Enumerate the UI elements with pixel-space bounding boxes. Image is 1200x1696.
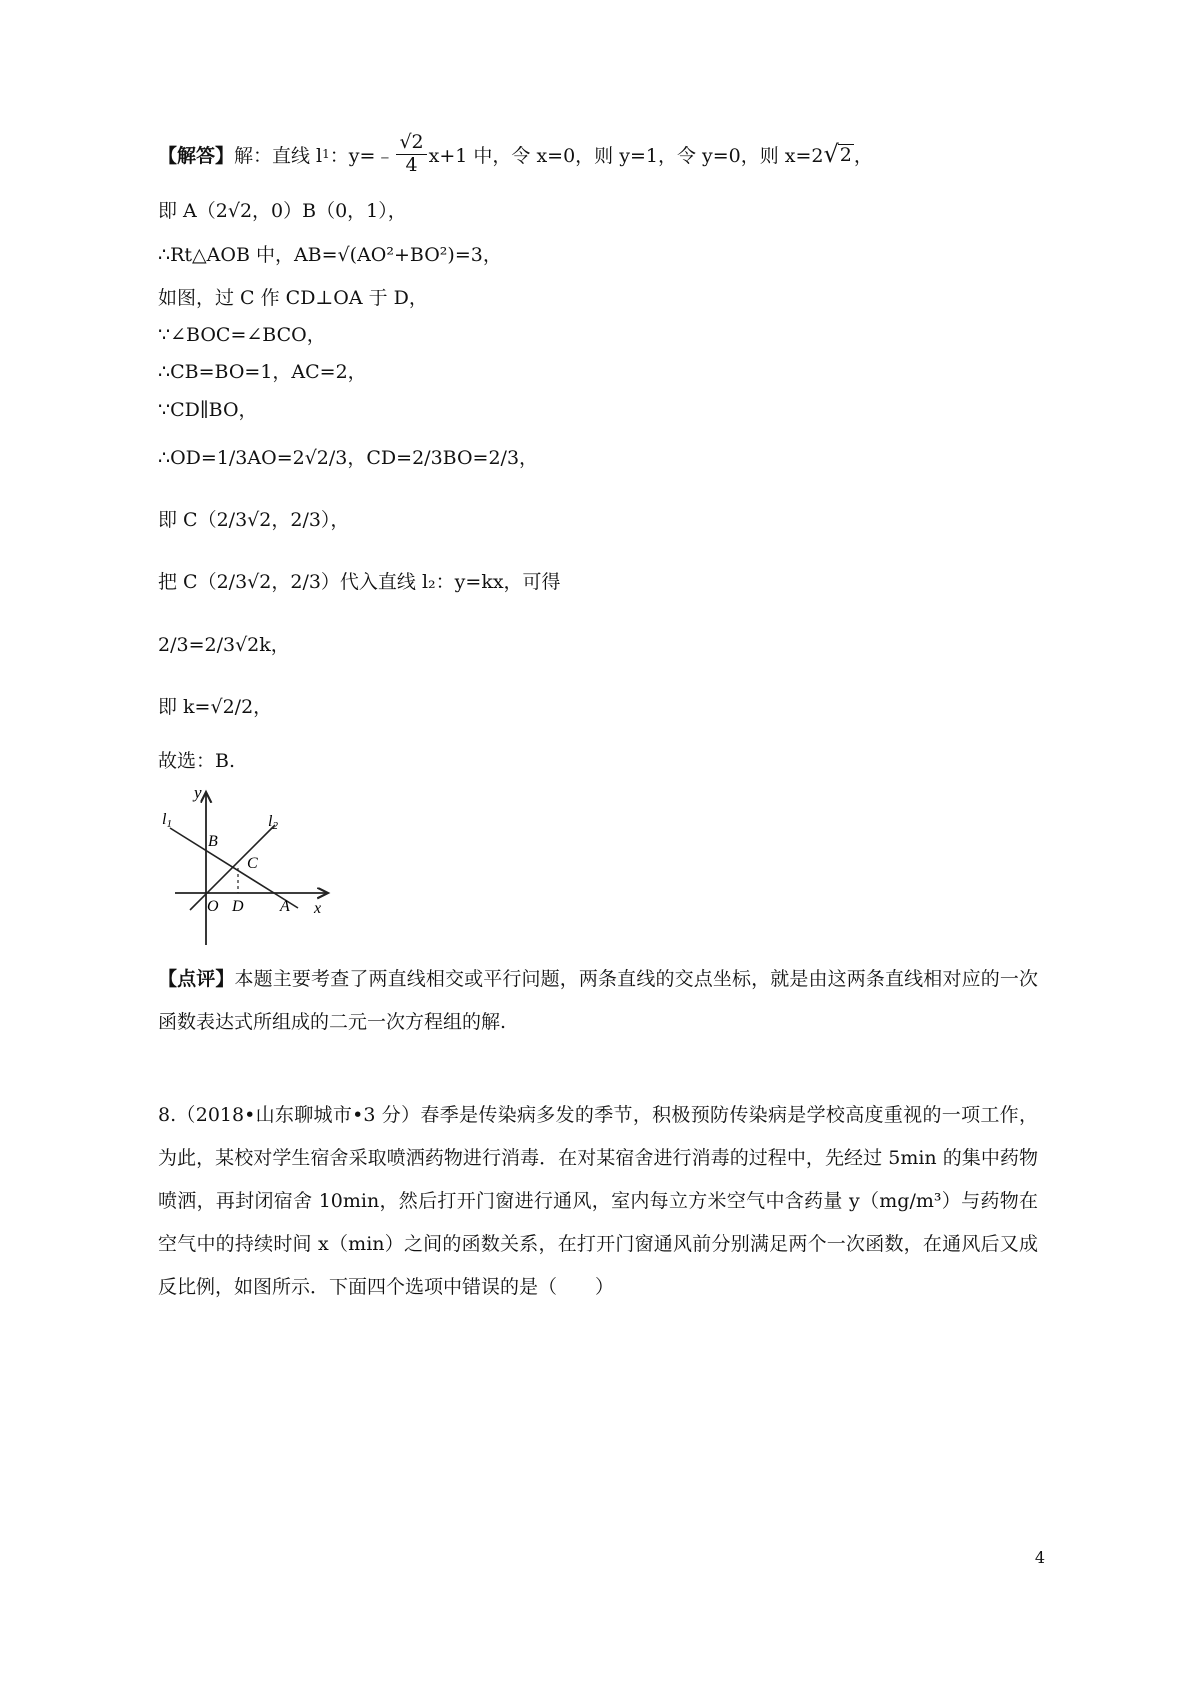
label-C: C [247, 855, 258, 872]
subscript-1: 1 [322, 147, 330, 162]
equation-part-a: ：y=﹣ [329, 144, 395, 167]
answer-line-8: ∴OD=1/3AO=2√2/3，CD=2/3BO=2/3， [158, 447, 539, 469]
equation-part-b: x+1 中，令 x=0，则 y=1，令 y=0，则 x=2 [428, 144, 824, 167]
comment-tag: 【点评】 [158, 968, 235, 990]
label-A: A [280, 898, 290, 915]
comment-paragraph [158, 958, 1038, 1044]
answer-line-13: 故选：B. [158, 750, 236, 772]
label-B: B [208, 833, 218, 850]
equation-end: ， [853, 144, 873, 167]
answer-line-4: 如图，过 C 作 CD⊥OA 于 D， [158, 287, 428, 309]
coordinate-figure [150, 780, 350, 950]
answer-line-11: 2/3=2/3√2k， [158, 634, 290, 656]
label-y: y [194, 783, 202, 802]
label-O: O [207, 898, 219, 915]
fraction-sqrt2-over-4 [396, 132, 426, 177]
answer-line-9: 即 C（2/3√2，2/3）， [158, 509, 350, 531]
answer-line-3: ∴Rt△AOB 中，AB=√(AO²+BO²)=3， [158, 244, 502, 266]
answer-intro: 解：直线 l [234, 144, 323, 167]
fraction-numerator: √2 [396, 132, 426, 155]
answer-line-2: 即 A（2√2，0）B（0，1）， [158, 200, 407, 222]
label-l2: l2 [268, 813, 278, 832]
answer-line-6: ∴CB=BO=1，AC=2， [158, 361, 367, 383]
answer-line-12: 即 k=√2/2， [158, 696, 273, 718]
answer-line-10: 把 C（2/3√2，2/3）代入直线 l₂：y=kx，可得 [158, 571, 561, 593]
question-8-paragraph: 8.（2018•山东聊城市•3 分）春季是传染病多发的季节，积极预防传染病是学校高度重视的一项工作，为此，某校对学生宿舍采取喷洒药物进行消毒．在对某宿舍进行消毒的过程中，先经过 5min 的集中药物喷洒，再封闭宿舍 10min，然后打开门窗进行通风，室内每立方米空气中含药量 y（mg/m³）与药物在空气中的持续时间 x（min）之间的函数关系，在打开门窗通风前分别满足两个一次函数，在通风后又成反比例，如图所示．下面四个选项中错误的是（ ） [158, 1104, 1038, 1298]
label-D: D [232, 898, 244, 915]
line-l1 [170, 828, 298, 908]
fraction-denominator: 4 [405, 153, 418, 176]
comment-text: 本题主要考查了两直线相交或平行问题，两条直线的交点坐标，就是由这两条直线相对应的一次函数表达式所组成的二元一次方程组的解. [158, 968, 1038, 1033]
label-l1: l1 [162, 811, 172, 830]
label-x: x [314, 900, 322, 917]
answer-line-5: ∵∠BOC=∠BCO， [158, 324, 326, 346]
page-number: 4 [1034, 1548, 1046, 1567]
answer-line-7: ∵CD∥BO， [158, 399, 258, 421]
answer-tag: 【解答】 [158, 144, 235, 167]
sqrt-2: √ 2 [823, 140, 852, 169]
answer-line-1 [158, 132, 873, 177]
